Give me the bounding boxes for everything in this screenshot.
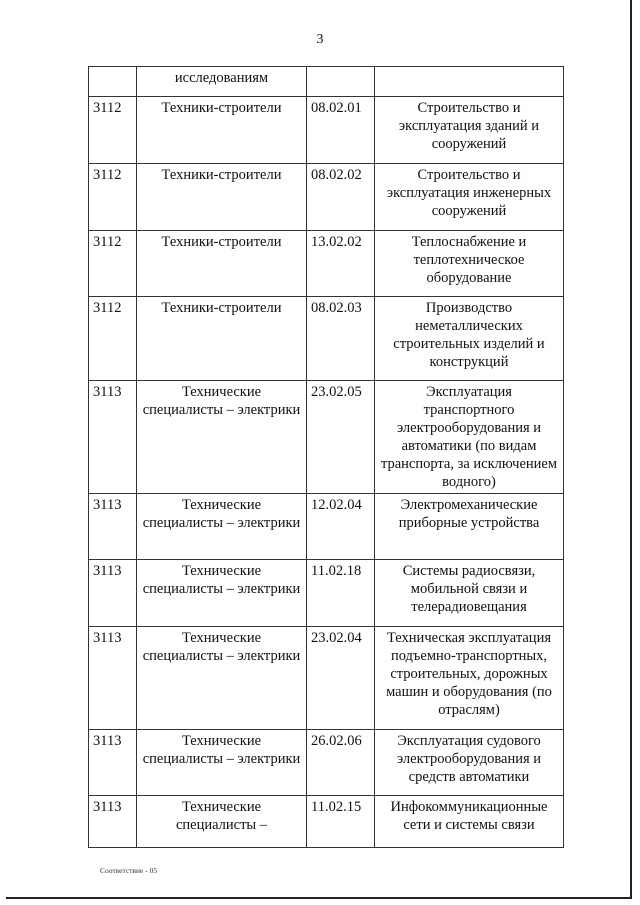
- table-body: [89, 67, 564, 848]
- table-row: [89, 381, 564, 494]
- profession-cell: Технические специалисты –: [137, 796, 307, 848]
- spec-name-cell: Строительство и эксплуатация инженерных сооружений: [375, 164, 564, 231]
- continuation-row: [89, 67, 564, 97]
- profession-cell: Технические специалисты – электрики: [137, 381, 307, 494]
- profession-cell: исследованиям: [137, 67, 307, 97]
- spec-name-cell: Эксплуатация судового электрооборудования и средств автоматики: [375, 730, 564, 796]
- profession-cell: Технические специалисты – электрики: [137, 560, 307, 627]
- table-row: [89, 297, 564, 381]
- spec-name-cell: Строительство и эксплуатация зданий и сооружений: [375, 97, 564, 164]
- code-cell: 3112: [89, 97, 137, 164]
- spec-code-cell: 11.02.15: [307, 796, 375, 848]
- code-cell: 3113: [89, 796, 137, 848]
- code-cell: 3113: [89, 627, 137, 730]
- spec-code-cell: 11.02.18: [307, 560, 375, 627]
- table-row: [89, 164, 564, 231]
- profession-cell: Техники-строители: [137, 97, 307, 164]
- code-cell: 3112: [89, 231, 137, 297]
- table-row: [89, 231, 564, 297]
- footer-text: Соответствие - 05: [100, 866, 158, 875]
- spec-name-cell: Эксплуатация транспортного электрооборудования и автоматики (по видам транспорта, за исключением водного): [375, 381, 564, 494]
- table-row: [89, 97, 564, 164]
- profession-cell: Технические специалисты – электрики: [137, 730, 307, 796]
- code-cell: 3112: [89, 164, 137, 231]
- spec-name-cell: Теплоснабжение и теплотехническое оборудование: [375, 231, 564, 297]
- spec-code-cell: 12.02.04: [307, 494, 375, 560]
- profession-cell: Технические специалисты – электрики: [137, 627, 307, 730]
- spec-code-cell: [307, 67, 375, 97]
- spec-code-cell: 13.02.02: [307, 231, 375, 297]
- spec-code-cell: 08.02.03: [307, 297, 375, 381]
- spec-code-cell: 08.02.01: [307, 97, 375, 164]
- code-cell: 3113: [89, 730, 137, 796]
- spec-code-cell: 23.02.04: [307, 627, 375, 730]
- code-cell: 3113: [89, 381, 137, 494]
- code-cell: [89, 67, 137, 97]
- table-row: [89, 560, 564, 627]
- profession-cell: Техники-строители: [137, 297, 307, 381]
- page-number: 3: [316, 32, 324, 47]
- spec-code-cell: 23.02.05: [307, 381, 375, 494]
- code-cell: 3113: [89, 560, 137, 627]
- profession-cell: Техники-строители: [137, 164, 307, 231]
- table-row: [89, 796, 564, 848]
- profession-cell: Технические специалисты – электрики: [137, 494, 307, 560]
- spec-code-cell: 08.02.02: [307, 164, 375, 231]
- spec-name-cell: Техническая эксплуатация подъемно-транспортных, строительных, дорожных машин и оборудования (по отраслям): [375, 627, 564, 730]
- table-row: [89, 730, 564, 796]
- code-cell: 3112: [89, 297, 137, 381]
- table-row: [89, 627, 564, 730]
- specialty-table: [88, 66, 564, 848]
- profession-cell: Техники-строители: [137, 231, 307, 297]
- spec-name-cell: Инфокоммуникационные сети и системы связи: [375, 796, 564, 848]
- spec-name-cell: Электромеханические приборные устройства: [375, 494, 564, 560]
- spec-name-cell: Системы радиосвязи, мобильной связи и телерадиовещания: [375, 560, 564, 627]
- spec-code-cell: 26.02.06: [307, 730, 375, 796]
- code-cell: 3113: [89, 494, 137, 560]
- spec-name-cell: Производство неметаллических строительных изделий и конструкций: [375, 297, 564, 381]
- spec-name-cell: [375, 67, 564, 97]
- table-row: [89, 494, 564, 560]
